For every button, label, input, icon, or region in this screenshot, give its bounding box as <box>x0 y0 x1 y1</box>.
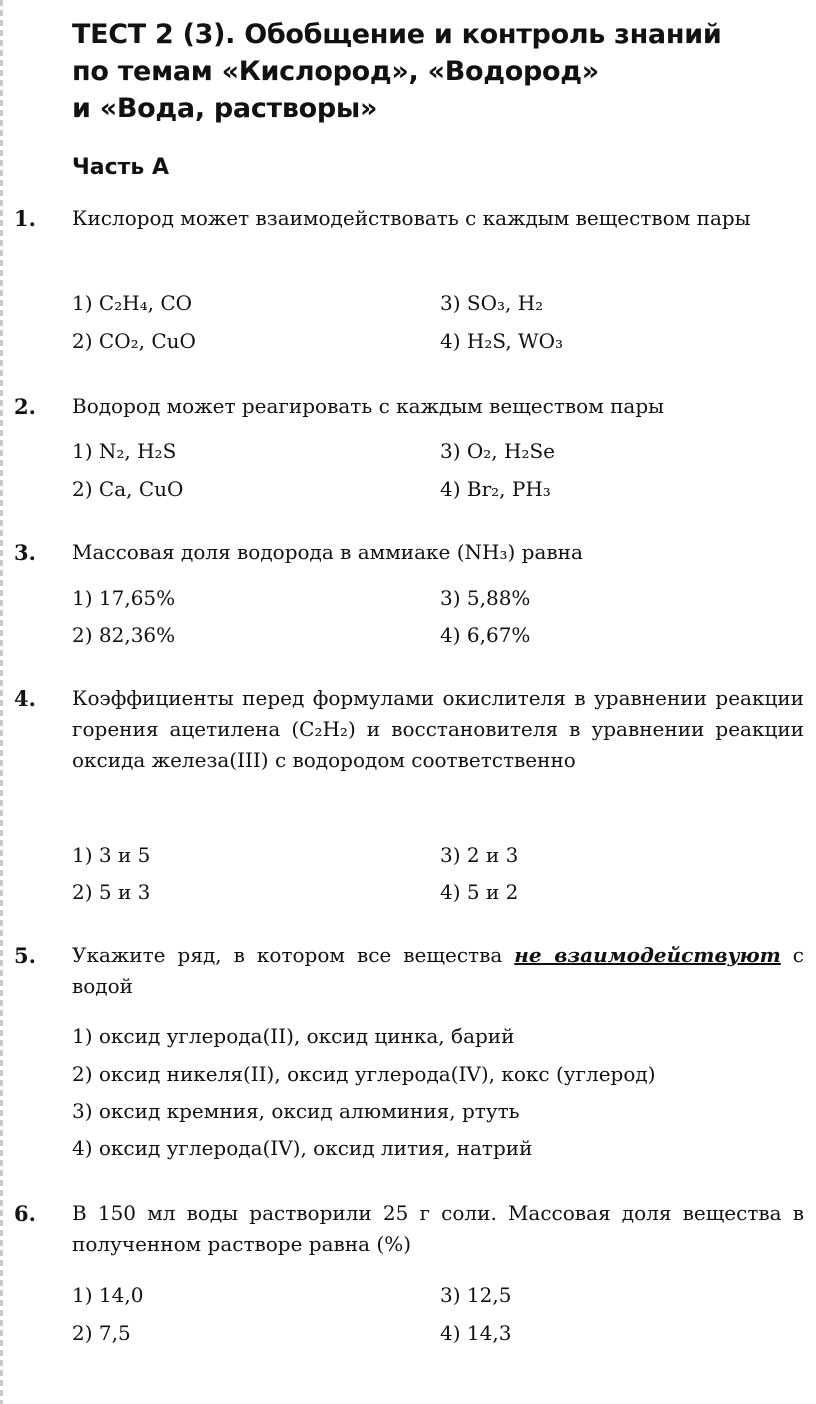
option-4: 4) оксид углерода(IV), оксид лития, натрий <box>72 1136 533 1160</box>
title-line-3: и «Вода, растворы» <box>72 93 378 124</box>
question-number: 6. <box>14 1201 36 1226</box>
question-text-end: с водой <box>72 943 804 998</box>
question-number: 4. <box>14 686 36 711</box>
part-label: Часть А <box>72 155 170 180</box>
question-text: Водород может реагировать с каждым веществом пары <box>72 394 665 418</box>
option-2: 2) 82,36% <box>72 623 176 647</box>
option-4: 4) 6,67% <box>440 623 531 647</box>
margin-dashed-line <box>0 0 3 1404</box>
option-4: 4) H₂S, WO₃ <box>440 329 564 353</box>
question-text <box>72 940 804 1002</box>
option-2: 2) CO₂, CuO <box>72 329 196 353</box>
option-4: 4) 5 и 2 <box>440 880 519 904</box>
title-line-1: ТЕСТ 2 (3). Обобщение и контроль знаний <box>72 19 722 50</box>
emphasized-phrase: не взаимодействуют <box>514 943 781 967</box>
option-3: 3) 12,5 <box>440 1283 512 1307</box>
test-title <box>72 16 772 127</box>
option-2: 2) оксид никеля(II), оксид углерода(IV), кокс (углерод) <box>72 1062 656 1086</box>
question-text: Массовая доля водорода в аммиаке (NH₃) равна <box>72 540 583 564</box>
option-1: 1) C₂H₄, CO <box>72 291 193 315</box>
option-4: 4) Br₂, PH₃ <box>440 477 551 501</box>
option-1: 1) 3 и 5 <box>72 843 151 867</box>
option-2: 2) 7,5 <box>72 1321 131 1345</box>
option-1: 1) 14,0 <box>72 1283 144 1307</box>
option-3: 3) 5,88% <box>440 586 531 610</box>
question-number: 2. <box>14 394 36 419</box>
question-text-start: Укажите ряд, в котором все вещества <box>72 943 515 967</box>
title-line-2: по темам «Кислород», «Водород» <box>72 56 599 87</box>
option-3: 3) O₂, H₂Se <box>440 439 556 463</box>
option-3: 3) 2 и 3 <box>440 843 519 867</box>
question-text: Кислород может взаимодействовать с каждым веществом пары <box>72 206 751 230</box>
option-2: 2) Ca, CuO <box>72 477 184 501</box>
question-number: 1. <box>14 206 36 231</box>
question-text: В 150 мл воды растворили 25 г соли. Массовая доля вещества в полученном растворе равна (%) <box>72 1201 804 1256</box>
question-number: 5. <box>14 943 36 968</box>
option-1: 1) 17,65% <box>72 586 176 610</box>
question-number: 3. <box>14 540 36 565</box>
option-3: 3) оксид кремния, оксид алюминия, ртуть <box>72 1099 520 1123</box>
option-1: 1) оксид углерода(II), оксид цинка, барий <box>72 1024 515 1048</box>
question-text: Коэффициенты перед формулами окислителя в уравнении реакции горения ацетилена (C₂H₂) и восстановителя в уравнении реакции оксида железа(III) с водородом соответственно <box>72 686 804 772</box>
option-4: 4) 14,3 <box>440 1321 512 1345</box>
option-3: 3) SO₃, H₂ <box>440 291 544 315</box>
option-2: 2) 5 и 3 <box>72 880 151 904</box>
option-1: 1) N₂, H₂S <box>72 439 177 463</box>
